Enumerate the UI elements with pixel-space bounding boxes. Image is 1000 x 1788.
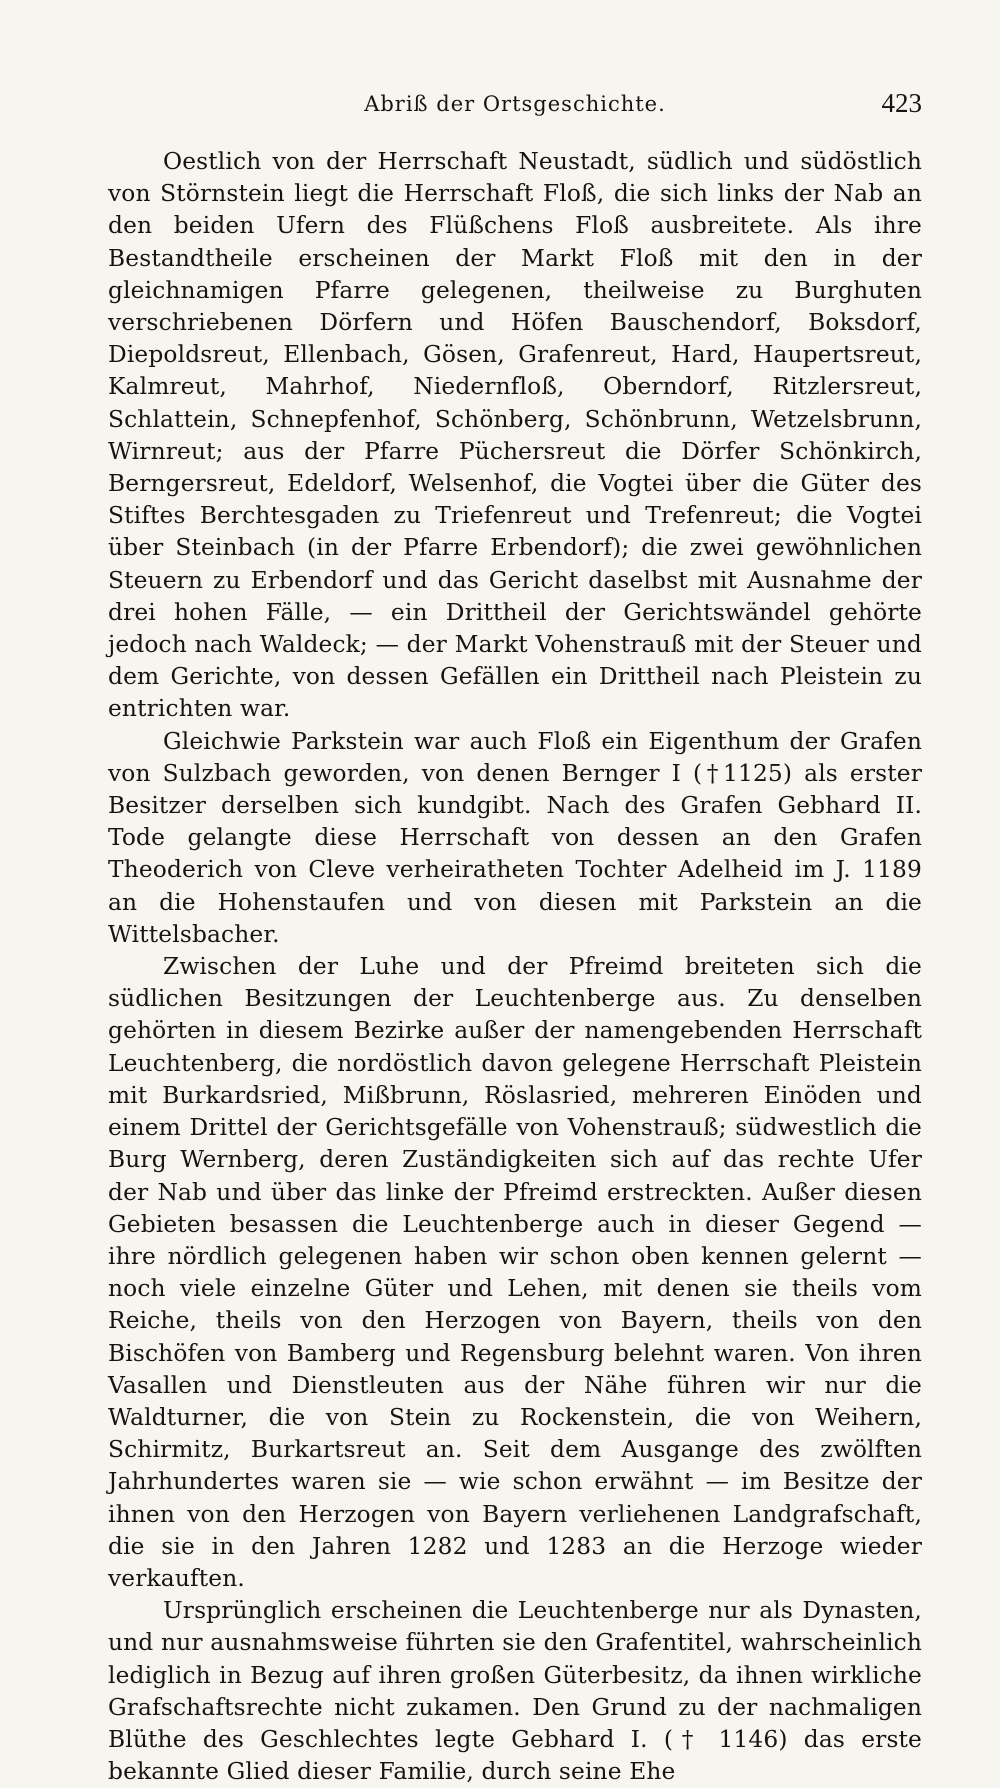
body-text: [108, 146, 922, 1788]
running-title: Abriß der Ortsgeschichte.: [364, 92, 666, 116]
paragraph-leuchtenberg-possessions: Zwischen der Luhe und der Pfreimd breiteten sich die südlichen Besitzungen der Leuchtenberge aus. Zu denselben gehörten in diesem Bezirke außer der namengebenden Herrschaft Leuchtenberg, die nordöstlich davon gelegene Herrschaft Pleistein mit Burkardsried, Mißbrunn, Röslasried, mehreren Einöden und einem Drittel der Gerichtsgefälle von Vohenstrauß; südwestlich die Burg Wernberg, deren Zuständigkeiten sich auf das rechte Ufer der Nab und über das linke der Pfreimd erstreckten. Außer diesen Gebieten besassen die Leuchtenberge auch in dieser Gegend — ihre nördlich gelegenen haben wir schon oben kennen gelernt — noch viele einzelne Güter und Lehen, mit denen sie theils vom Reiche, theils von den Herzogen von Bayern, theils von den Bischöfen von Bamberg und Regensburg belehnt waren. Von ihren Vasallen und Dienstleuten aus der Nähe führen wir nur die Waldturner, die von Stein zu Rockenstein, die von Weihern, Schirmitz, Burkartsreut an. Seit dem Ausgange des zwölften Jahrhundertes waren sie — wie schon erwähnt — im Besitze der ihnen von den Herzogen von Bayern verliehenen Landgrafschaft, die sie in den Jahren 1282 und 1283 an die Herzoge wieder verkauften.: [108, 953, 922, 1592]
paragraph-sulzbach: Gleichwie Parkstein war auch Floß ein Eigenthum der Grafen von Sulzbach geworden, von denen Bernger I (†1125) als erster Besitzer derselben sich kundgibt. Nach des Grafen Gebhard II. Tode gelangte diese Herrschaft von dessen an den Grafen Theoderich von Cleve verheiratheten Tochter Adelheid im J. 1189 an die Hohenstaufen und von diesen mit Parkstein an die Wittelsbacher.: [108, 727, 922, 948]
paragraph-floss: Oestlich von der Herrschaft Neustadt, südlich und südöstlich von Störnstein liegt die Herrschaft Floß, die sich links der Nab an den beiden Ufern des Flüßchens Floß ausbreitete. Als ihre Bestandtheile erscheinen der Markt Floß mit den in der gleichnamigen Pfarre gelegenen, theilweise zu Burghuten verschriebenen Dörfern und Höfen Bauschendorf, Boksdorf, Diepoldsreut, Ellenbach, Gösen, Grafenreut, Hard, Haupertsreut, Kalmreut, Mahrhof, Niedernfloß, Oberndorf, Ritzlersreut, Schlattein, Schnepfenhof, Schönberg, Schönbrunn, Wetzelsbrunn, Wirnreut; aus der Pfarre Püchersreut die Dörfer Schönkirch, Berngersreut, Edeldorf, Welsenhof, die Vogtei über die Güter des Stiftes Berchtesgaden zu Triefenreut und Trefenreut; die Vogtei über Steinbach (in der Pfarre Erbendorf); die zwei gewöhnlichen Steuern zu Erbendorf und das Gericht daselbst mit Ausnahme der drei hohen Fälle, — ein Drittheil der Gerichtswändel gehörte jedoch nach Waldeck; — der Markt Vohenstrauß mit der Steuer und dem Gerichte, von dessen Gefällen ein Drittheil nach Pleistein zu entrichten war.: [108, 148, 922, 723]
page-number: 423: [881, 88, 922, 118]
paragraph-leuchtenberg-origins: Ursprünglich erscheinen die Leuchtenberge nur als Dynasten, und nur ausnahmsweise führten sie den Grafentitel, wahrscheinlich lediglich in Bezug auf ihren großen Güterbesitz, da ihnen wirkliche Grafschaftsrechte nicht zukamen. Den Grund zu der nachmaligen Blüthe des Geschlechtes legte Gebhard I. († 1146) das erste bekannte Glied dieser Familie, durch seine Ehe: [108, 1597, 922, 1786]
running-head: [108, 88, 922, 124]
